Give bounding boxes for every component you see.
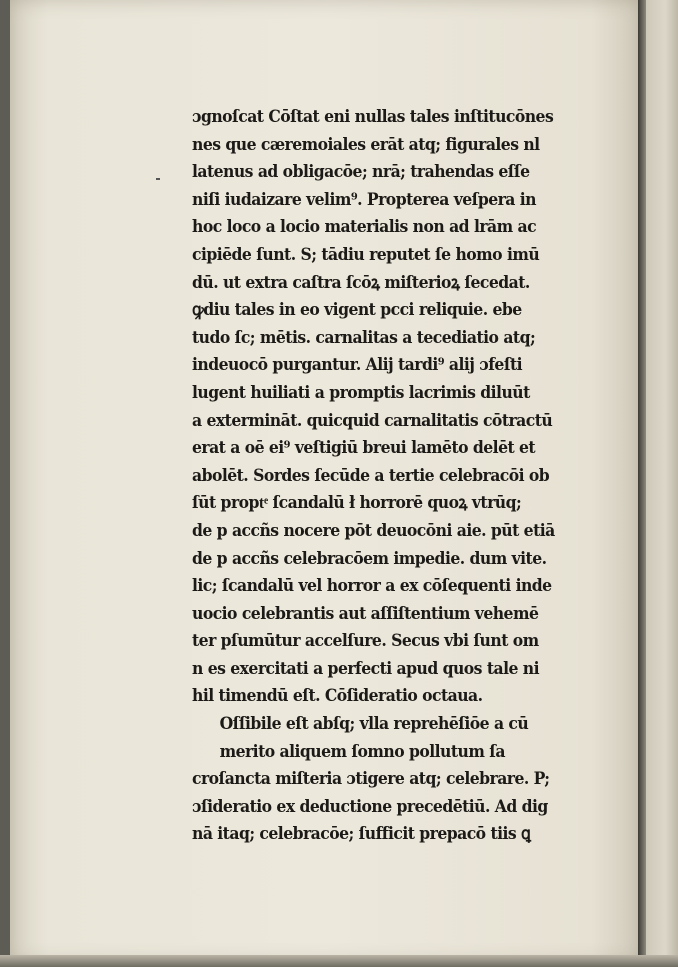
text-block	[192, 104, 577, 849]
text-line: croſancta miſteria ɔtigere atq; celebrare. P;	[192, 769, 550, 790]
text-line: abolēt. Sordes ſecūde a tertie celebracōi ob	[192, 465, 550, 486]
text-line: cipiēde ſunt. S; tādiu reputet ſe homo imū	[192, 244, 540, 265]
text-line: hoc loco a locio materialis non ad lrām ac	[192, 217, 537, 238]
page-bottom-edge	[0, 955, 678, 967]
text-line: latenus ad obligacōe; nrā; trahendas eſſe	[192, 162, 530, 183]
text-line: uocio celebrantis aut aſſiſtentium vehemē	[192, 603, 539, 624]
text-line: de p accñs nocere pōt deuocōni aie. pūt etiā	[192, 520, 555, 541]
text-line: dū. ut extra caſtra ſcōꝝ miſterioꝝ ſecedat.	[192, 272, 530, 293]
text-line: ɔgnoſcat Cōſtat eni nullas tales inſtitucōnes	[192, 107, 554, 127]
text-line: ɔſideratio ex deductione precedētiū. Ad dig	[192, 796, 548, 817]
text-line: Oſſibile eſt abſq; vlla reprehēſiōe a cū	[219, 714, 529, 735]
text-line: n es exercitati a perfecti apud quos tale ni	[192, 658, 539, 679]
text-line: indeuocō purgantur. Alij tardi⁹ alij ɔfeſti	[192, 355, 523, 376]
text-line: nā itaq; celebracōe; ſufficit prepacō tiis ꝗ	[192, 824, 531, 845]
text-line: erat a oē ei⁹ veſtigiū breui lamēto delēt et	[192, 438, 536, 459]
facing-page-edge	[646, 0, 678, 962]
text-line: ſūt proptͤ ſcandalū ł horrorē quoꝝ vtrūq;	[192, 493, 522, 514]
text-line: lic; ſcandalū vel horror a ex cōſequenti inde	[192, 576, 552, 597]
text-line: de p accñs celebracōem impedie. dum vite.	[192, 548, 547, 569]
text-line: nes que cæremoiales erāt atq; figurales nl	[192, 134, 540, 155]
text-line: a extermināt. quicquid carnalitatis cōtractū	[192, 410, 553, 431]
text-line: tudo ſc; mētis. carnalitas a tecediatio atq;	[192, 327, 536, 348]
text-line: ter pſumūtur accelſure. Secus vbi ſunt om	[192, 631, 539, 652]
text-line: lugent huiliati a promptis lacrimis diluūt	[192, 382, 530, 403]
text-line: niſi iudaizare velim⁹. Propterea veſpera in	[192, 189, 536, 210]
text-line: merito aliquem ſomno pollutum ſa	[219, 741, 506, 762]
margin-mark	[156, 178, 160, 180]
book-page	[10, 0, 642, 962]
text-line: ꝙdiu tales in eo vigent pcci reliquie. ebe	[192, 300, 522, 321]
text-line: hil timendū eſt. Cōſideratio octaua.	[192, 686, 483, 707]
book-gutter	[638, 0, 646, 962]
